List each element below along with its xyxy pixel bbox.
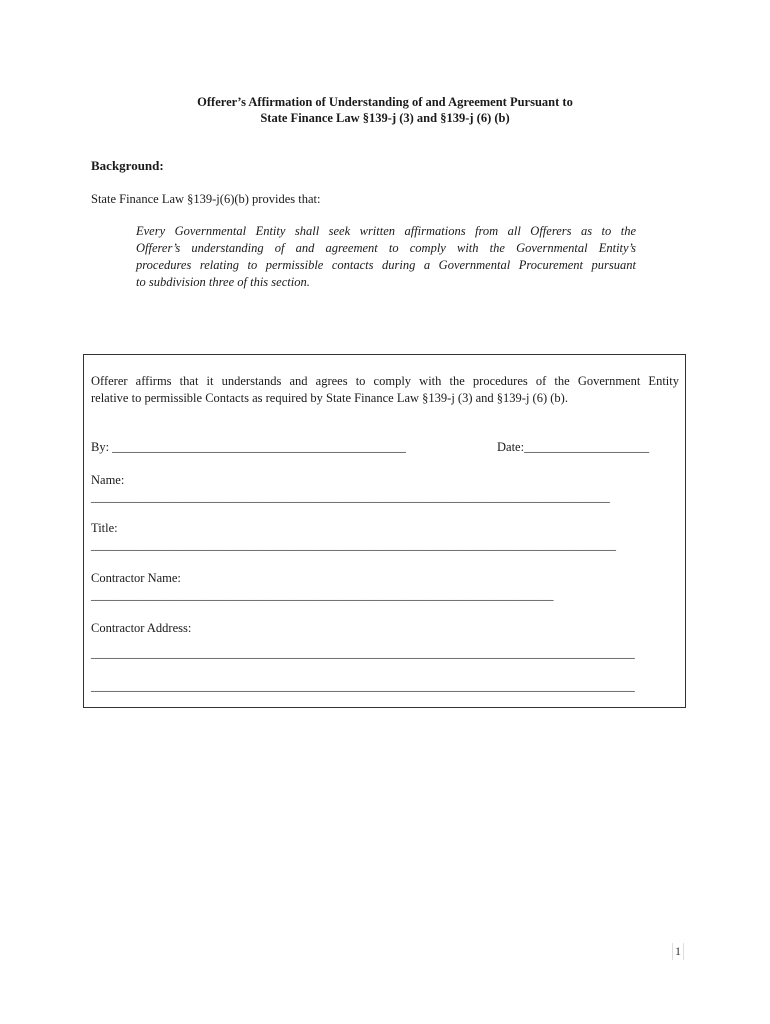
date-field[interactable]: Date:____________________ bbox=[497, 440, 650, 454]
quote-line: to subdivision three of this section. bbox=[136, 275, 310, 289]
affirmation-statement bbox=[91, 373, 679, 407]
by-signature-field[interactable]: By: _______________________________________________ bbox=[91, 440, 406, 454]
quote-line: Offerer’s understanding of and agreement to comply with the Governmental Entity’s bbox=[136, 241, 636, 255]
contractor-address-field-2[interactable]: _______________________________________________________________________________________ bbox=[91, 679, 635, 693]
contractor-address-label: Contractor Address: bbox=[91, 621, 192, 635]
contractor-name-label: Contractor Name: bbox=[91, 571, 181, 585]
title-field[interactable]: ____________________________________________________________________________________ bbox=[91, 538, 616, 552]
name-label: Name: bbox=[91, 473, 125, 487]
contractor-name-field[interactable]: __________________________________________________________________________ bbox=[91, 588, 554, 602]
document-title-line-1: Offerer’s Affirmation of Understanding of and Agreement Pursuant to bbox=[197, 95, 573, 109]
intro-paragraph: State Finance Law §139-j(6)(b) provides that: bbox=[91, 192, 321, 206]
document-title-line-2: State Finance Law §139-j (3) and §139-j (6) (b) bbox=[260, 111, 510, 125]
quote-line: Every Governmental Entity shall seek written affirmations from all Offerers as to the bbox=[136, 224, 636, 238]
contractor-address-field-1[interactable]: _______________________________________________________________________________________ bbox=[91, 646, 635, 660]
statute-quote bbox=[136, 223, 636, 291]
affirmation-line: Offerer affirms that it understands and agrees to comply with the procedures of the Government Entity bbox=[91, 374, 679, 388]
background-heading: Background: bbox=[91, 158, 164, 173]
quote-line: procedures relating to permissible contacts during a Governmental Procurement pursuant bbox=[136, 258, 636, 272]
page-number: 1 bbox=[672, 943, 684, 960]
affirmation-form-box bbox=[83, 354, 686, 708]
name-field[interactable]: ___________________________________________________________________________________ bbox=[91, 490, 610, 504]
title-label: Title: bbox=[91, 521, 118, 535]
affirmation-line: relative to permissible Contacts as required by State Finance Law §139-j (3) and §139-j (6) (b). bbox=[91, 391, 568, 405]
